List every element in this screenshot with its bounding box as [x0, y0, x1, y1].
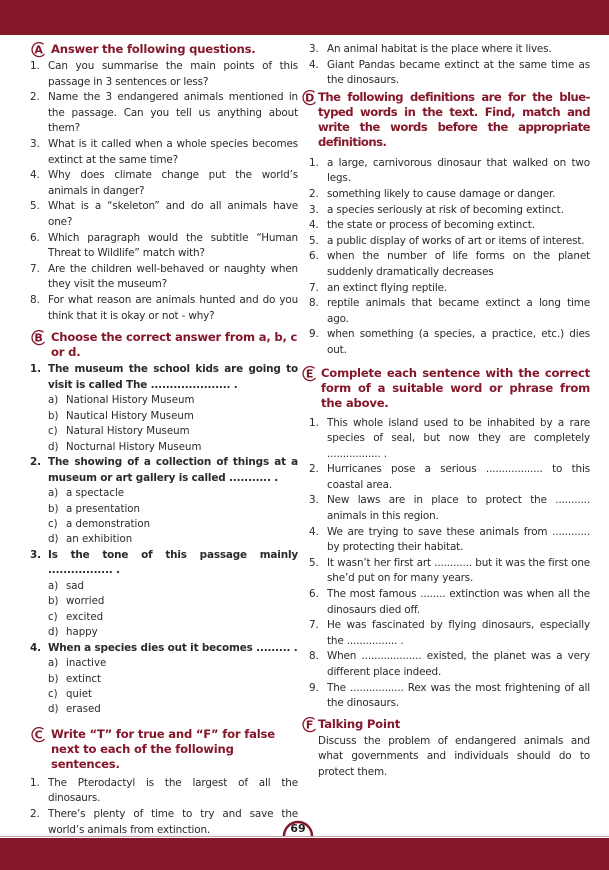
option — [48, 393, 298, 408]
item-number: 6. — [309, 250, 319, 263]
option-text: a presentation — [66, 503, 140, 515]
item-text: When a species dies out it becomes ......... . — [48, 641, 298, 654]
list-item — [30, 293, 298, 324]
list-item — [30, 199, 298, 230]
option — [48, 424, 298, 439]
item-text: a species seriously at risk of becoming extinct. — [327, 203, 564, 216]
item-text: New laws are in place to protect the ........... animals in this region. — [327, 494, 590, 523]
option — [48, 594, 298, 609]
option-letter: c) — [48, 611, 58, 623]
option-letter: d) — [48, 627, 59, 639]
option-letter: b) — [48, 410, 59, 422]
list-item — [309, 42, 590, 58]
item-number: 1. — [30, 776, 40, 789]
item-text: Name the 3 endangered animals mentioned in the passage. Can you tell us anything about them? — [48, 91, 298, 135]
item-number: 3. — [30, 548, 41, 561]
section-d — [305, 89, 590, 359]
item-text: He was fascinated by flying dinosaurs, especially the ................ . — [327, 619, 590, 647]
item-number: 3. — [309, 203, 319, 216]
list-item — [309, 187, 590, 203]
mcq-list — [30, 362, 298, 718]
section-letter: F — [305, 718, 314, 732]
section-b-heading — [30, 330, 298, 360]
item-text: What is it called when a whole species becomes extinct at the same time? — [48, 137, 298, 166]
item-text: Are the children well-behaved or naughty when they visit the museum? — [48, 262, 298, 291]
list-item — [30, 231, 298, 262]
mcq-question — [30, 641, 298, 718]
item-text: a large, carnivorous dinosaur that walked on two legs. — [327, 156, 590, 185]
option-letter: c) — [48, 688, 58, 700]
item-text: Can you summarise the main points of this passage in 3 sentences or less? — [48, 60, 298, 88]
item-text: an extinct flying reptile. — [327, 281, 447, 294]
option — [48, 440, 298, 455]
option-text: extinct — [66, 673, 101, 685]
item-text: This whole island used to be inhabited by a rare species of seal, but now they are completely ................. . — [327, 416, 590, 460]
list-item — [309, 218, 590, 234]
list-item — [309, 618, 590, 649]
option — [48, 702, 298, 717]
list-item — [309, 462, 590, 493]
section-letter: E — [305, 367, 314, 381]
list-item — [309, 525, 590, 556]
option-letter: d) — [48, 534, 59, 546]
item-number: 9. — [309, 681, 319, 694]
item-number: 2. — [30, 455, 41, 468]
item-text: When ................... existed, the planet was a very different place indeed. — [327, 650, 590, 678]
section-title: Answer the following questions. — [51, 42, 256, 56]
item-text: something likely to cause damage or danger. — [327, 187, 556, 200]
item-number: 8. — [30, 293, 40, 306]
item-number: 8. — [309, 650, 319, 663]
section-a-heading — [30, 42, 298, 57]
option-text: an exhibition — [66, 534, 133, 546]
list-item — [30, 168, 298, 199]
item-number: 6. — [30, 231, 40, 244]
list-item — [30, 776, 298, 807]
item-number: 2. — [30, 91, 40, 104]
section-d-heading — [301, 90, 590, 150]
item-text: Giant Pandas became extinct at the same time as the dinosaurs. — [327, 58, 590, 87]
option — [48, 579, 298, 594]
item-number: 1. — [30, 60, 40, 72]
item-text: the state or process of becoming extinct. — [327, 219, 535, 232]
item-text: Which paragraph would the subtitle “Human Threat to Wildlife” match with? — [48, 231, 298, 260]
question-list — [30, 59, 298, 324]
item-text: What is a “skeleton” and do all animals have one? — [48, 200, 298, 228]
item-number: 5. — [30, 200, 40, 213]
section-letter: C — [34, 728, 43, 742]
option-letter: c) — [48, 426, 58, 438]
section-letter-badge-a — [30, 41, 47, 58]
option — [48, 656, 298, 671]
item-number: 4. — [309, 219, 319, 232]
option-text: Nautical History Museum — [66, 410, 194, 422]
section-title: Complete each sentence with the correct form of a suitable word or phrase from the above. — [321, 365, 590, 410]
option — [48, 625, 298, 640]
true-false-list — [30, 776, 298, 838]
option-text: Nocturnal History Museum — [66, 441, 202, 453]
item-text: Is the tone of this passage mainly ................. . — [48, 548, 298, 577]
option — [48, 672, 298, 687]
item-text: We are trying to save these animals from ............ by protecting their habitat. — [327, 525, 590, 554]
item-text: a public display of works of art or items of interest. — [327, 234, 585, 247]
section-title: The following definitions are for the blue-typed words in the text. Find, match and write the words before the appropriate definitions. — [318, 89, 590, 149]
item-text: For what reason are animals hunted and do you think that it is okay or not - why? — [48, 293, 298, 322]
section-letter-badge-b — [30, 329, 47, 346]
item-text: There’s plenty of time to try and save the world’s animals from extinction. — [48, 807, 298, 836]
item-number: 8. — [309, 297, 319, 310]
section-title: Write “T” for true and “F” for false next to each of the following sentences. — [51, 726, 275, 771]
item-number: 1. — [309, 156, 319, 169]
item-text: when the number of life forms on the planet suddenly dramatically decreases — [327, 250, 590, 278]
left-column — [30, 42, 298, 838]
talking-point-text: Discuss the problem of endangered animals and what governments and individuals should do to protect them. — [318, 734, 590, 778]
option-text: inactive — [66, 658, 107, 670]
right-column — [305, 42, 590, 780]
item-text: The museum the school kids are going to visit is called The ..................... . — [48, 363, 298, 391]
item-text: Hurricanes pose a serious .................. to this coastal area. — [327, 463, 590, 491]
option-text: excited — [66, 611, 104, 623]
option — [48, 532, 298, 547]
option — [48, 687, 298, 702]
item-text: The Pterodactyl is the largest of all the dinosaurs. — [48, 776, 298, 805]
list-item — [30, 90, 298, 137]
option-text: Natural History Museum — [66, 426, 190, 438]
list-item — [309, 58, 590, 89]
section-letter: D — [305, 91, 314, 105]
section-f-heading — [301, 717, 590, 732]
item-text: reptile animals that became extinct a long time ago. — [327, 297, 590, 325]
mcq-question — [30, 362, 298, 455]
section-c-heading — [30, 727, 298, 772]
mcq-question — [30, 455, 298, 548]
item-number: 4. — [30, 169, 40, 182]
item-number: 4. — [309, 525, 319, 538]
list-item — [309, 416, 590, 463]
item-text: The most famous ........ extinction was when all the dinosaurs died off. — [327, 588, 590, 616]
page-number-text: 69 — [290, 822, 306, 835]
item-number: 4. — [309, 58, 319, 71]
section-e-heading — [301, 366, 590, 411]
item-number: 6. — [309, 588, 319, 601]
option — [48, 502, 298, 517]
section-letter-badge-e — [301, 365, 318, 382]
option-text: a spectacle — [66, 488, 125, 500]
item-text: The showing of a collection of things at a museum or art gallery is called ........... . — [48, 455, 298, 484]
item-number: 4. — [30, 641, 41, 654]
section-letter: A — [34, 43, 43, 57]
option-text: a demonstration — [66, 518, 151, 530]
list-item — [309, 156, 590, 187]
section-letter-badge-d — [301, 89, 318, 106]
section-letter: B — [34, 331, 43, 345]
option-letter: a) — [48, 658, 59, 670]
item-number: 2. — [309, 187, 319, 200]
option-letter: a) — [48, 488, 59, 500]
item-text: It wasn’t her first art ............ but it was the first one she’d put on for many years. — [327, 556, 590, 585]
option-letter: b) — [48, 673, 59, 685]
list-item — [309, 681, 590, 712]
option — [48, 517, 298, 532]
item-number: 3. — [30, 137, 40, 150]
section-b — [30, 330, 298, 718]
option-letter: b) — [48, 596, 59, 608]
item-text: The ................. Rex was the most frightening of all the dinosaurs. — [327, 681, 590, 710]
item-number: 3. — [309, 494, 319, 507]
list-item — [309, 249, 590, 280]
option-text: National History Museum — [66, 395, 195, 407]
list-item — [309, 296, 590, 327]
section-letter-badge-c — [30, 726, 47, 743]
list-item — [30, 262, 298, 293]
item-number: 7. — [309, 619, 319, 632]
option-letter: a) — [48, 580, 59, 592]
item-text: Why does climate change put the world’s animals in danger? — [48, 169, 298, 197]
definition-list — [309, 156, 590, 359]
mcq-question — [30, 548, 298, 641]
list-item — [309, 327, 590, 358]
option-list — [48, 393, 298, 455]
option-letter: b) — [48, 503, 59, 515]
section-f — [305, 716, 590, 780]
option-letter: c) — [48, 518, 58, 530]
item-number: 2. — [309, 463, 319, 476]
section-c — [30, 727, 298, 838]
list-item — [30, 137, 298, 168]
option — [48, 610, 298, 625]
item-number: 1. — [309, 416, 319, 429]
option-letter: d) — [48, 704, 59, 716]
list-item — [309, 281, 590, 297]
list-item — [30, 807, 298, 838]
item-number: 9. — [309, 328, 319, 341]
option-letter: a) — [48, 395, 59, 407]
option-list — [48, 579, 298, 641]
option-letter: d) — [48, 441, 59, 453]
item-text: An animal habitat is the place where it lives. — [327, 43, 552, 55]
item-number: 5. — [309, 234, 319, 247]
item-number: 3. — [309, 43, 319, 55]
option-text: quiet — [66, 688, 93, 700]
list-item — [309, 234, 590, 250]
list-item — [309, 649, 590, 680]
footer-band — [0, 838, 609, 870]
section-letter-badge-f — [301, 716, 318, 733]
true-false-list-continued — [309, 42, 590, 89]
list-item — [309, 203, 590, 219]
list-item — [309, 587, 590, 618]
item-text: when something (a species, a practice, etc.) dies out. — [327, 328, 590, 356]
list-item — [30, 59, 298, 90]
option-text: sad — [66, 580, 85, 592]
header-band — [0, 0, 609, 35]
section-title: Choose the correct answer from a, b, c or d. — [51, 330, 298, 360]
item-number: 7. — [309, 281, 319, 294]
option-list — [48, 656, 298, 718]
option-text: worried — [66, 596, 105, 608]
option-list — [48, 486, 298, 548]
item-number: 5. — [309, 556, 319, 569]
item-number: 7. — [30, 262, 40, 275]
list-item — [309, 493, 590, 524]
completion-list — [309, 416, 590, 712]
section-title: Talking Point — [318, 716, 401, 731]
section-e — [305, 365, 590, 712]
item-number: 2. — [30, 807, 40, 820]
section-a — [30, 42, 298, 324]
option — [48, 409, 298, 424]
item-number: 1. — [30, 363, 41, 376]
option-text: erased — [66, 704, 101, 716]
list-item — [309, 556, 590, 587]
option — [48, 486, 298, 501]
option-text: happy — [66, 627, 98, 639]
